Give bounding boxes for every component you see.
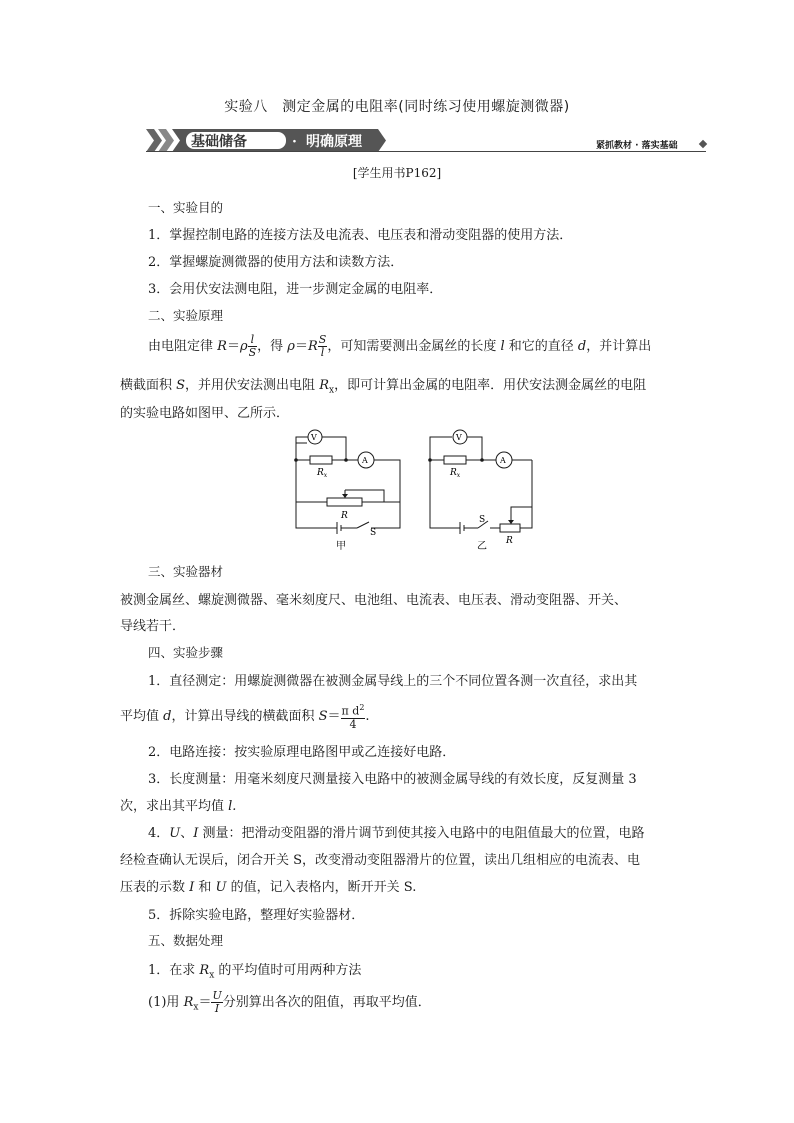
section-heading-principle: 二、实验原理 (148, 308, 224, 323)
step-1-line-2: 平均值 d，计算出导线的横截面积 S＝ $\frac{\pi d^2}{4}$ . (120, 703, 370, 731)
principle-line-1: 由电阻定律 R＝ρ $\frac{l}{S}$ ，得 ρ＝R $\frac{S}{l}$ ，可知需要测出金属丝的长度 l 和它的直径 d，并计算出 (148, 333, 652, 359)
section-banner (146, 127, 386, 154)
step-5: 5．拆除实验电路，整理好实验器材． (148, 908, 365, 923)
step-4-line-2: 经检查确认无误后，闭合开关 S，改变滑动变阻器滑片的位置，读出几组相应的电流表、电 (120, 853, 641, 868)
rx-label-b: $R_x$ (450, 468, 461, 479)
principle-line-3: 的实验电路如图甲、乙所示． (120, 406, 290, 421)
step-2: 2．电路连接：按实验原理电路图甲或乙连接好电路． (148, 745, 456, 760)
materials-line-2: 导线若干． (120, 619, 186, 634)
principle-line-2: 横截面积 S，并用伏安法测出电阻 $R_x$，即可计算出金属的电阻率．用伏安法测金属丝的电阻 (120, 378, 647, 396)
voltmeter-label-b: V (456, 433, 462, 442)
section-heading-purpose: 一、实验目的 (148, 200, 224, 215)
purpose-item-2: 2．掌握螺旋测微器的使用方法和读数方法． (148, 255, 404, 270)
purpose-item-1: 1．掌握控制电路的连接方法及电流表、电压表和滑动变阻器的使用方法． (148, 228, 573, 243)
banner-label-b: 明确原理 (306, 134, 362, 150)
step-4-line-3: 压表的示数 I 和 U 的值，记入表格内，断开开关 S. (120, 880, 417, 895)
voltmeter-label-a: V (311, 433, 317, 442)
switch-label-a: S (370, 528, 377, 538)
ammeter-label-a: A (362, 456, 368, 465)
step-1-line-1: 1．直径测定：用螺旋测微器在被测金属导线上的三个不同位置各测一次直径，求出其 (148, 674, 638, 689)
circuit-caption-a: 甲 (336, 541, 346, 552)
header-rule (146, 151, 706, 152)
page-title: 实验八 测定金属的电阻率(同时练习使用螺旋测微器) (224, 99, 570, 115)
ammeter-label-b: A (500, 456, 506, 465)
section-heading-steps: 四、实验步骤 (148, 645, 224, 660)
banner-dot: · (292, 134, 297, 150)
book-reference: [学生用书P162] (352, 166, 442, 180)
banner-label-a: 基础储备 (191, 134, 247, 150)
rx-label-a: $R_x$ (317, 468, 328, 479)
data-heading-1: 1．在求 $R_x$ 的平均值时可用两种方法 (148, 963, 362, 981)
diamond-icon (699, 140, 707, 148)
section-heading-data: 五、数据处理 (148, 933, 224, 948)
step-3-line-1: 3．长度测量：用毫米刻度尺测量接入电路中的被测金属导线的有效长度，反复测量 3 (148, 772, 637, 787)
materials-line-1: 被测金属丝、螺旋测微器、毫米刻度尺、电池组、电流表、电压表、滑动变阻器、开关、 (120, 593, 628, 608)
data-method-1: (1)用 $R_x=$ $\frac{U}{I}$ 分别算出各次的阻值，再取平均值． (148, 989, 431, 1015)
banner-slogan: 紧抓教材 · 落实基础 (596, 141, 678, 151)
circuit-caption-b: 乙 (477, 541, 487, 552)
section-heading-materials: 三、实验器材 (148, 564, 224, 579)
circuit-diagrams (282, 425, 542, 555)
step-4-line-1: 4．U、I 测量：把滑动变阻器的滑片调节到使其接入电路中的电阻值最大的位置，电路 (148, 826, 645, 841)
switch-label-b: S (479, 515, 486, 525)
rheostat-label-b: R (506, 536, 513, 546)
step-3-line-2: 次，求出其平均值 l. (120, 799, 237, 814)
purpose-item-3: 3．会用伏安法测电阻，进一步测定金属的电阻率． (148, 282, 443, 297)
rheostat-label-a: R (341, 511, 348, 521)
